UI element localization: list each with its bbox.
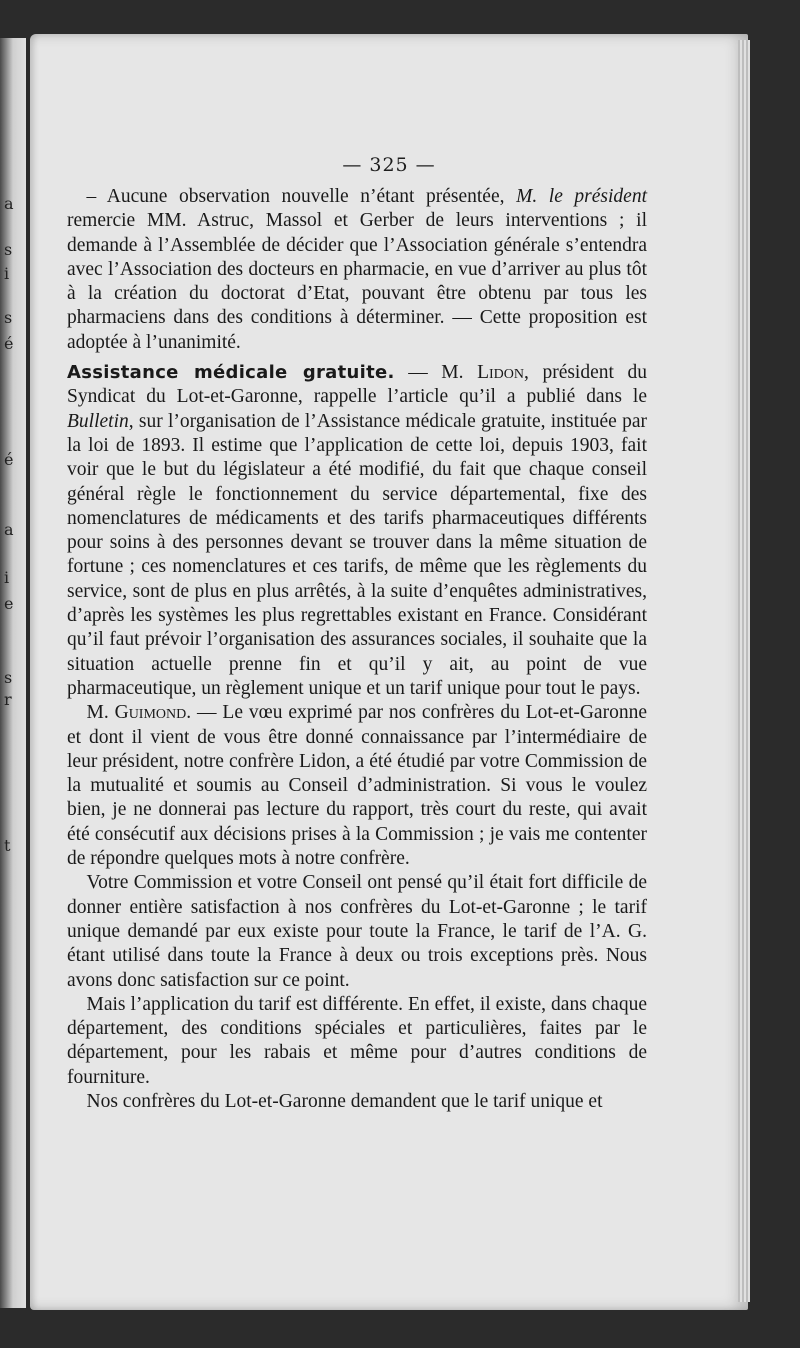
margin-fragment: é: [4, 334, 14, 353]
margin-fragment: a: [4, 520, 14, 539]
italic-run: Bulletin: [67, 410, 129, 432]
text-run: remercie MM. Astruc, Massol et Gerber de leurs interventions ; il demande à l’Assemblée de décider que l’Association générale s’entendra avec l’Association des docteurs en pharmacie, en vue d’arriver au plus tôt à la création du doctorat d’Etat, pouvant être obtenu par tous les pharmaciens dans des conditions à déterminer. — Cette proposition est adoptée à l’unanimité.: [67, 210, 647, 353]
page-body: [67, 185, 647, 1114]
text-run: , président du Syndicat du Lot-et-Garonne, rappelle l’article qu’il a publié dans le: [67, 362, 647, 408]
text-run: , sur l’organisation de l’Assistance médicale gratuite, instituée par la loi de 1893. Il estime que l’application de cette loi, depuis 1903, fait voir que le but du législateur a été modifié, du fait que chaque conseil général règle le fonctionnement du service départemental, fixe des nomenclatures de médicaments et des tarifs pharmaceutiques différents pour soins à des personnes devant se trouver dans la même situation de fortune ; ces nomenclatures et ces tarifs, de même que les règlements du service, sont de plus en plus arrêtés, à la suite d’enquêtes administratives, d’après les systèmes les plus regrettables existant en France. Considérant qu’il faut prévoir l’organisation des assurances sociales, il souhaite que la situation actuelle prenne fin et qu’il y ait, au point de vue pharmaceutique, un règlement unique et un tarif unique pour tout le pays.: [67, 410, 647, 699]
page-number: — 325 —: [342, 154, 436, 176]
margin-fragment: i: [4, 264, 10, 283]
speaker-name: Guimond: [114, 702, 187, 724]
margin-fragment: é: [4, 450, 14, 469]
margin-fragment: t: [4, 836, 11, 855]
paragraph: Mais l’application du tarif est différente. En effet, il existe, dans chaque département, des conditions spéciales et particulières, faites par le département, pour les rabais et même pour d’autres conditions de fourniture.: [67, 993, 647, 1088]
speaker-name: Lidon: [477, 362, 524, 384]
book-page: [30, 34, 748, 1310]
paragraph: Nos confrères du Lot-et-Garonne demandent que le tarif unique et: [86, 1090, 603, 1112]
text-run: . — Le vœu exprimé par nos confrères du Lot-et-Garonne et dont il vient de vous être donné connaissance par l’intermédiaire de leur président, notre confrère Lidon, a été étudié par votre Commission de la mutualité et soumis au Conseil d’administration. Si vous le voulez bien, je ne donnerai pas lecture du rapport, très court du reste, qui avait été consécutif aux décisions prises à la Commission ; je vais me contenter de répondre quelques mots à notre confrère.: [67, 702, 647, 870]
margin-fragment: s: [4, 308, 13, 327]
italic-run: M. le président: [516, 186, 648, 207]
margin-fragment: i: [4, 568, 10, 587]
margin-fragment: s: [4, 240, 13, 259]
margin-fragment: a: [4, 194, 14, 213]
adjacent-page-edge: [0, 38, 26, 1308]
paragraph: [67, 701, 647, 871]
paragraph: Votre Commission et votre Conseil ont pensé qu’il était fort difficile de donner entière satisfaction à nos confrères du Lot-et-Garonne ; le tarif unique demandé par eux existe pour toute la France, le tarif de l’A. G. étant utilisé dans toute la France à deux ou trois exceptions près. Nous avons donc satisfaction sur ce point.: [67, 872, 647, 991]
text-run: – Aucune observation nouvelle n’étant présentée,: [86, 186, 517, 207]
paragraph: [67, 185, 647, 355]
margin-fragment: s: [4, 668, 13, 687]
paragraph: [67, 361, 647, 701]
text-run: — M.: [394, 362, 478, 384]
page-stack-edge: [738, 40, 750, 1302]
margin-fragment: r: [4, 690, 12, 709]
margin-fragment: e: [4, 594, 14, 613]
text-run: M.: [86, 702, 115, 724]
section-heading: Assistance médicale gratuite.: [67, 362, 395, 384]
